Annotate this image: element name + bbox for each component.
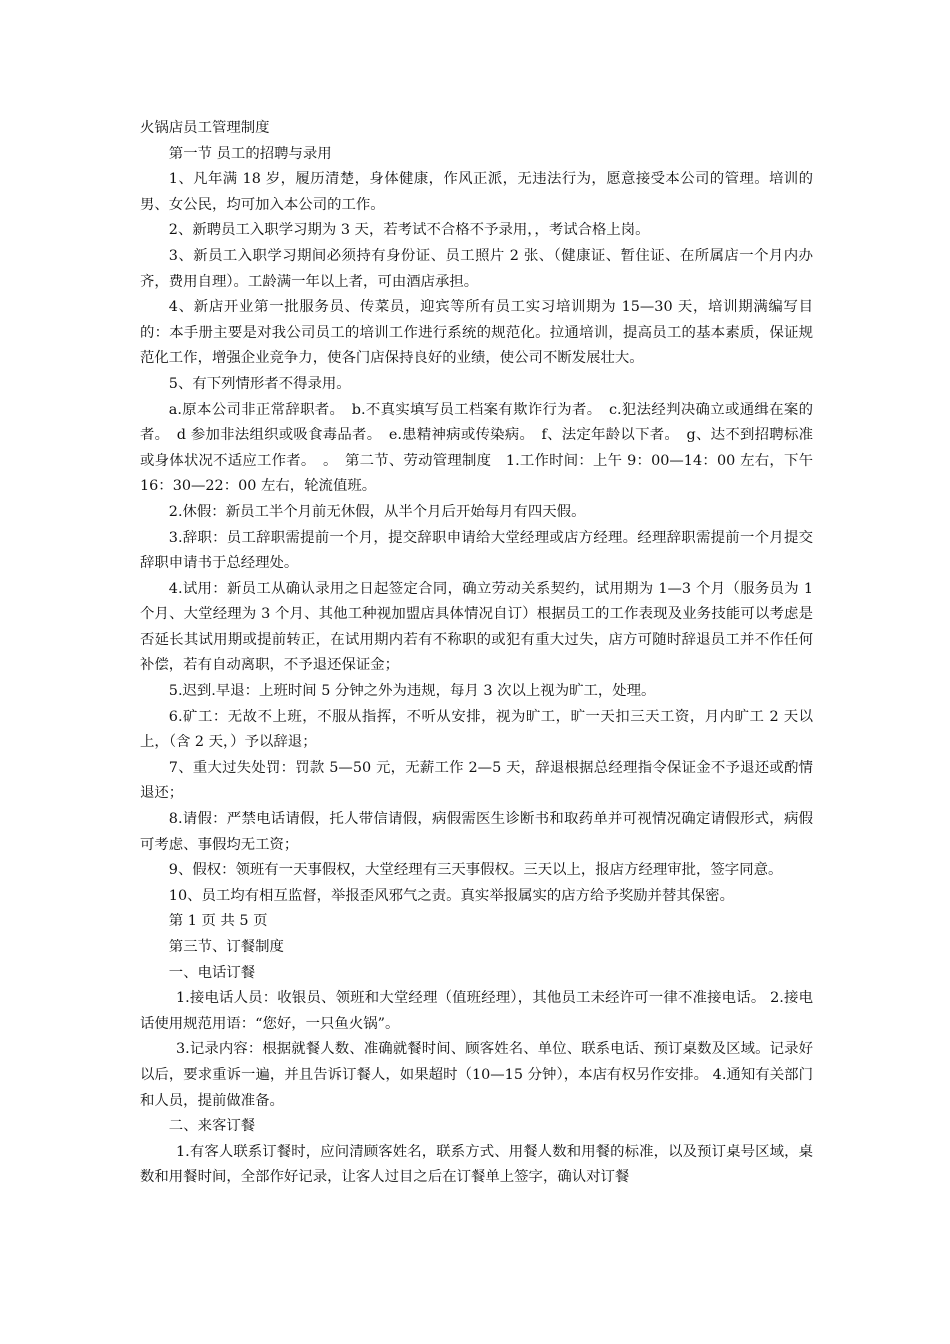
- section-heading: 第三节、订餐制度: [168, 939, 284, 955]
- paragraph: 1.有客人联系订餐时，应问清顾客姓名，联系方式、用餐人数和用餐的标准，以及预订桌号区域，桌数和用餐时间，全部作好记录，让客人过目之后在订餐单上签字，确认对订餐: [140, 1143, 813, 1186]
- subsection-heading: 一、电话订餐: [168, 964, 256, 981]
- document-body: [140, 116, 813, 1191]
- paragraph: 3.辞职：员工辞职需提前一个月，提交辞职申请给大堂经理或店方经理。经理辞职需提前一个月提交辞职申请书于总经理处。: [140, 529, 813, 572]
- paragraph: 3、新员工入职学习期间必须持有身份证、员工照片 2 张、（健康证、暂住证、在所属店一个月内办齐，费用自理）。工龄满一年以上者，可由酒店承担。: [140, 247, 813, 290]
- paragraph: a.原本公司非正常辞职者。 b.不真实填写员工档案有欺诈行为者。 c.犯法经判决确立或通缉在案的者。 d 参加非法组织或吸食毒品者。 e.患精神病或传染病。 f、法定年龄以下者。 g、达不到招聘标准或身体状况不适应工作者。 。 第二节、劳动管理制度 1.工作时间：上午 9：00—14：00 左右，下午 16：30—22：00 左右，轮流值班。: [140, 401, 813, 495]
- paragraph: 9、假权：领班有一天事假权，大堂经理有三天事假权。三天以上，报店方经理审批，签字同意。: [168, 862, 783, 879]
- document-title: 火锅店员工管理制度: [140, 120, 270, 136]
- paragraph: 6.矿工：无故不上班，不服从指挥，不听从安排，视为旷工，旷一天扣三天工资，月内旷工 2 天以上，（含 2 天，）予以辞退；: [140, 708, 813, 751]
- paragraph: 4、新店开业第一批服务员、传菜员，迎宾等所有员工实习培训期为 15—30 天，培训期满编写目的：本手册主要是对我公司员工的培训工作进行系统的规范化。拉通培训，提高员工的基本素质，保证规范化工作，增强企业竞争力，使各门店保持良好的业绩，使公司不断发展壮大。: [140, 299, 813, 367]
- subsection-heading: 二、来客订餐: [168, 1118, 256, 1135]
- paragraph: 8.请假：严禁电话请假，托人带信请假，病假需医生诊断书和取药单并可视情况确定请假形式，病假可考虑、事假均无工资；: [140, 811, 813, 853]
- paragraph: 4.试用：新员工从确认录用之日起签定合同，确立劳动关系契约，试用期为 1—3 个月（服务员为 1 个月、大堂经理为 3 个月、其他工种视加盟店具体情况自订）根据员工的工作表现及业务技能可以考虑是否延长其试用期或提前转正，在试用期内若有不称职的或犯有重大过失，店方可随时辞退员工并不作任何补偿，若有自动离职，不予退还保证金；: [140, 580, 813, 674]
- paragraph: 1、凡年满 18 岁，履历清楚，身体健康，作风正派，无违法行为，愿意接受本公司的管理。培训的男、女公民，均可加入本公司的工作。: [140, 171, 813, 213]
- section-heading: 第一节 员工的招聘与录用: [168, 145, 332, 162]
- paragraph: 2.休假：新员工半个月前无休假，从半个月后开始每月有四天假。: [168, 503, 586, 520]
- paragraph: 3.记录内容：根据就餐人数、准确就餐时间、顾客姓名、单位、联系电话、预订桌数及区域。记录好以后，要求重诉一遍，并且告诉订餐人，如果超时（10—15 分钟），本店有权另作安排。 4.通知有关部门和人员，提前做准备。: [140, 1041, 813, 1109]
- paragraph: 7、重大过失处罚：罚款 5—50 元，无薪工作 2—5 天，辞退根据总经理指令保证金不予退还或酌情退还；: [140, 759, 813, 802]
- paragraph: 10、员工均有相互监督，举报歪风邪气之责。真实举报属实的店方给予奖励并替其保密。: [168, 887, 734, 904]
- paragraph: 5.迟到.早退：上班时间 5 分钟之外为违规，每月 3 次以上视为旷工，处理。: [168, 683, 656, 700]
- paragraph: 2、新聘员工入职学习期为 3 天，若考试不合格不予录用，，考试合格上岗。: [168, 222, 650, 239]
- paragraph: 1.接电话人员：收银员、领班和大堂经理（值班经理），其他员工未经许可一律不准接电话。 2.接电话使用规范用语：“您好，一只鱼火锅”。: [140, 990, 813, 1032]
- page-number: 第 1 页 共 5 页: [168, 913, 268, 930]
- paragraph: 5、有下列情形者不得录用。: [168, 375, 351, 392]
